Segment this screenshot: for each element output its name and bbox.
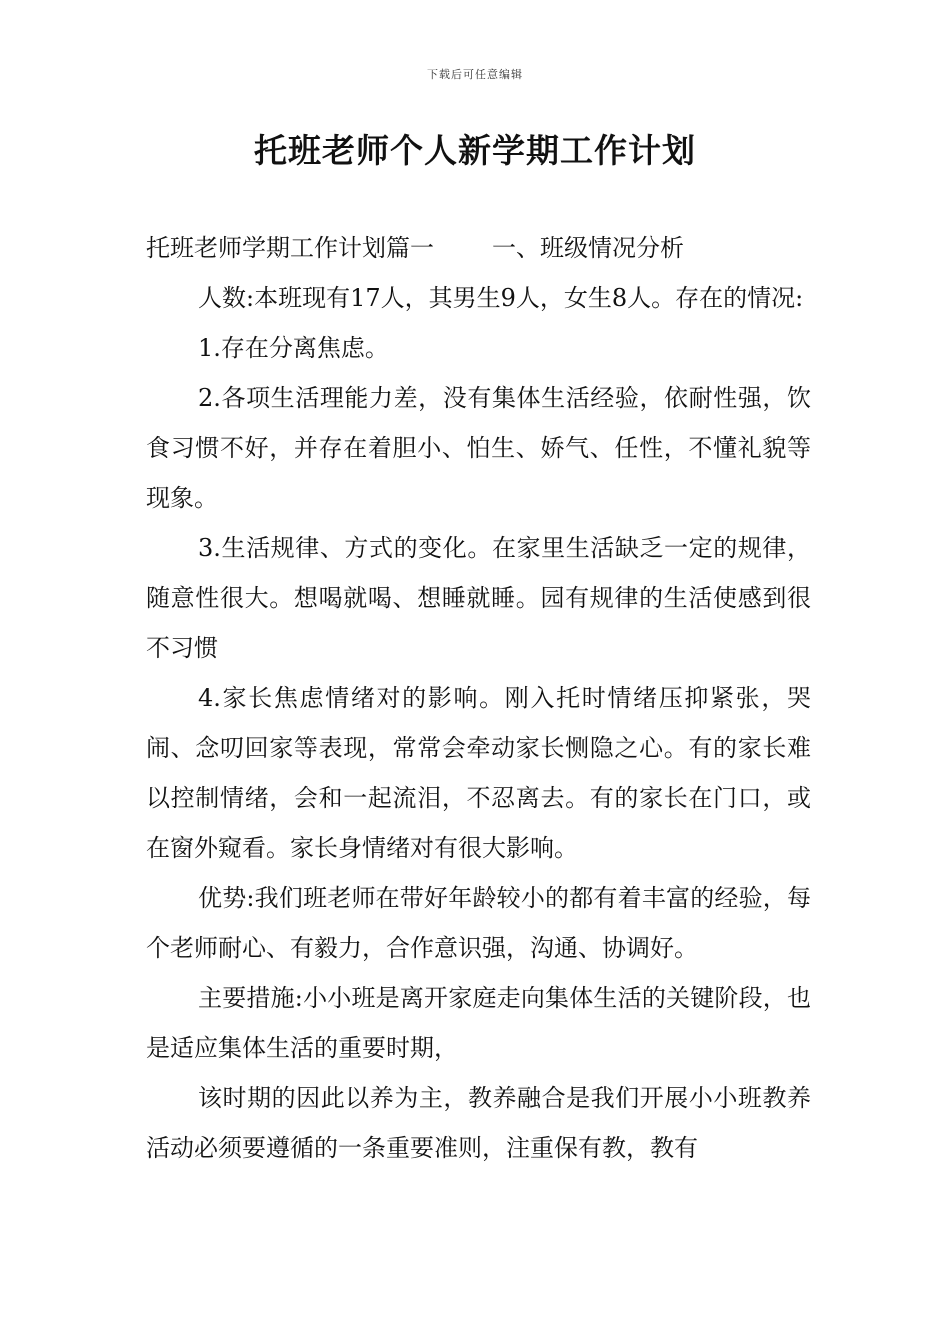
document-body	[146, 223, 811, 1173]
article-label: 托班老师学期工作计划篇一	[146, 234, 434, 262]
paragraph-advantages: 优势:我们班老师在带好年龄较小的都有着丰富的经验，每个老师耐心、有毅力，合作意识强，沟通、协调好。	[146, 884, 811, 962]
paragraph-period-principle: 该时期的因此以养为主，教养融合是我们开展小小班教养活动必须要遵循的一条重要准则，注重保有教，教有	[146, 1084, 811, 1162]
paragraph-item-4: 4.家长焦虑情绪对的影响。刚入托时情绪压抑紧张，哭闹、念叨回家等表现，常常会牵动家长恻隐之心。有的家长难以控制情绪，会和一起流泪，不忍离去。有的家长在门口，或在窗外窥看。家长身情绪对有很大影响。	[146, 684, 811, 862]
paragraph-item-1: 1.存在分离焦虑。	[198, 334, 389, 362]
section-heading: 一、班级情况分析	[492, 234, 684, 262]
paragraph-item-3: 3.生活规律、方式的变化。在家里生活缺乏一定的规律，随意性很大。想喝就喝、想睡就睡。园有规律的生活使感到很不习惯	[146, 534, 811, 662]
paragraph-item-2: 2.各项生活理能力差，没有集体生活经验，依耐性强，饮食习惯不好，并存在着胆小、怕生、娇气、任性，不懂礼貌等现象。	[146, 384, 811, 512]
paragraph-main-measures: 主要措施:小小班是离开家庭走向集体生活的关键阶段，也是适应集体生活的重要时期，	[146, 984, 811, 1062]
paragraph-headcount: 人数:本班现有17人，其男生9人，女生8人。存在的情况:	[198, 284, 804, 312]
header-note: 下载后可任意编辑	[427, 68, 523, 81]
document-title: 托班老师个人新学期工作计划	[254, 131, 696, 170]
subtitle-row	[146, 223, 811, 273]
